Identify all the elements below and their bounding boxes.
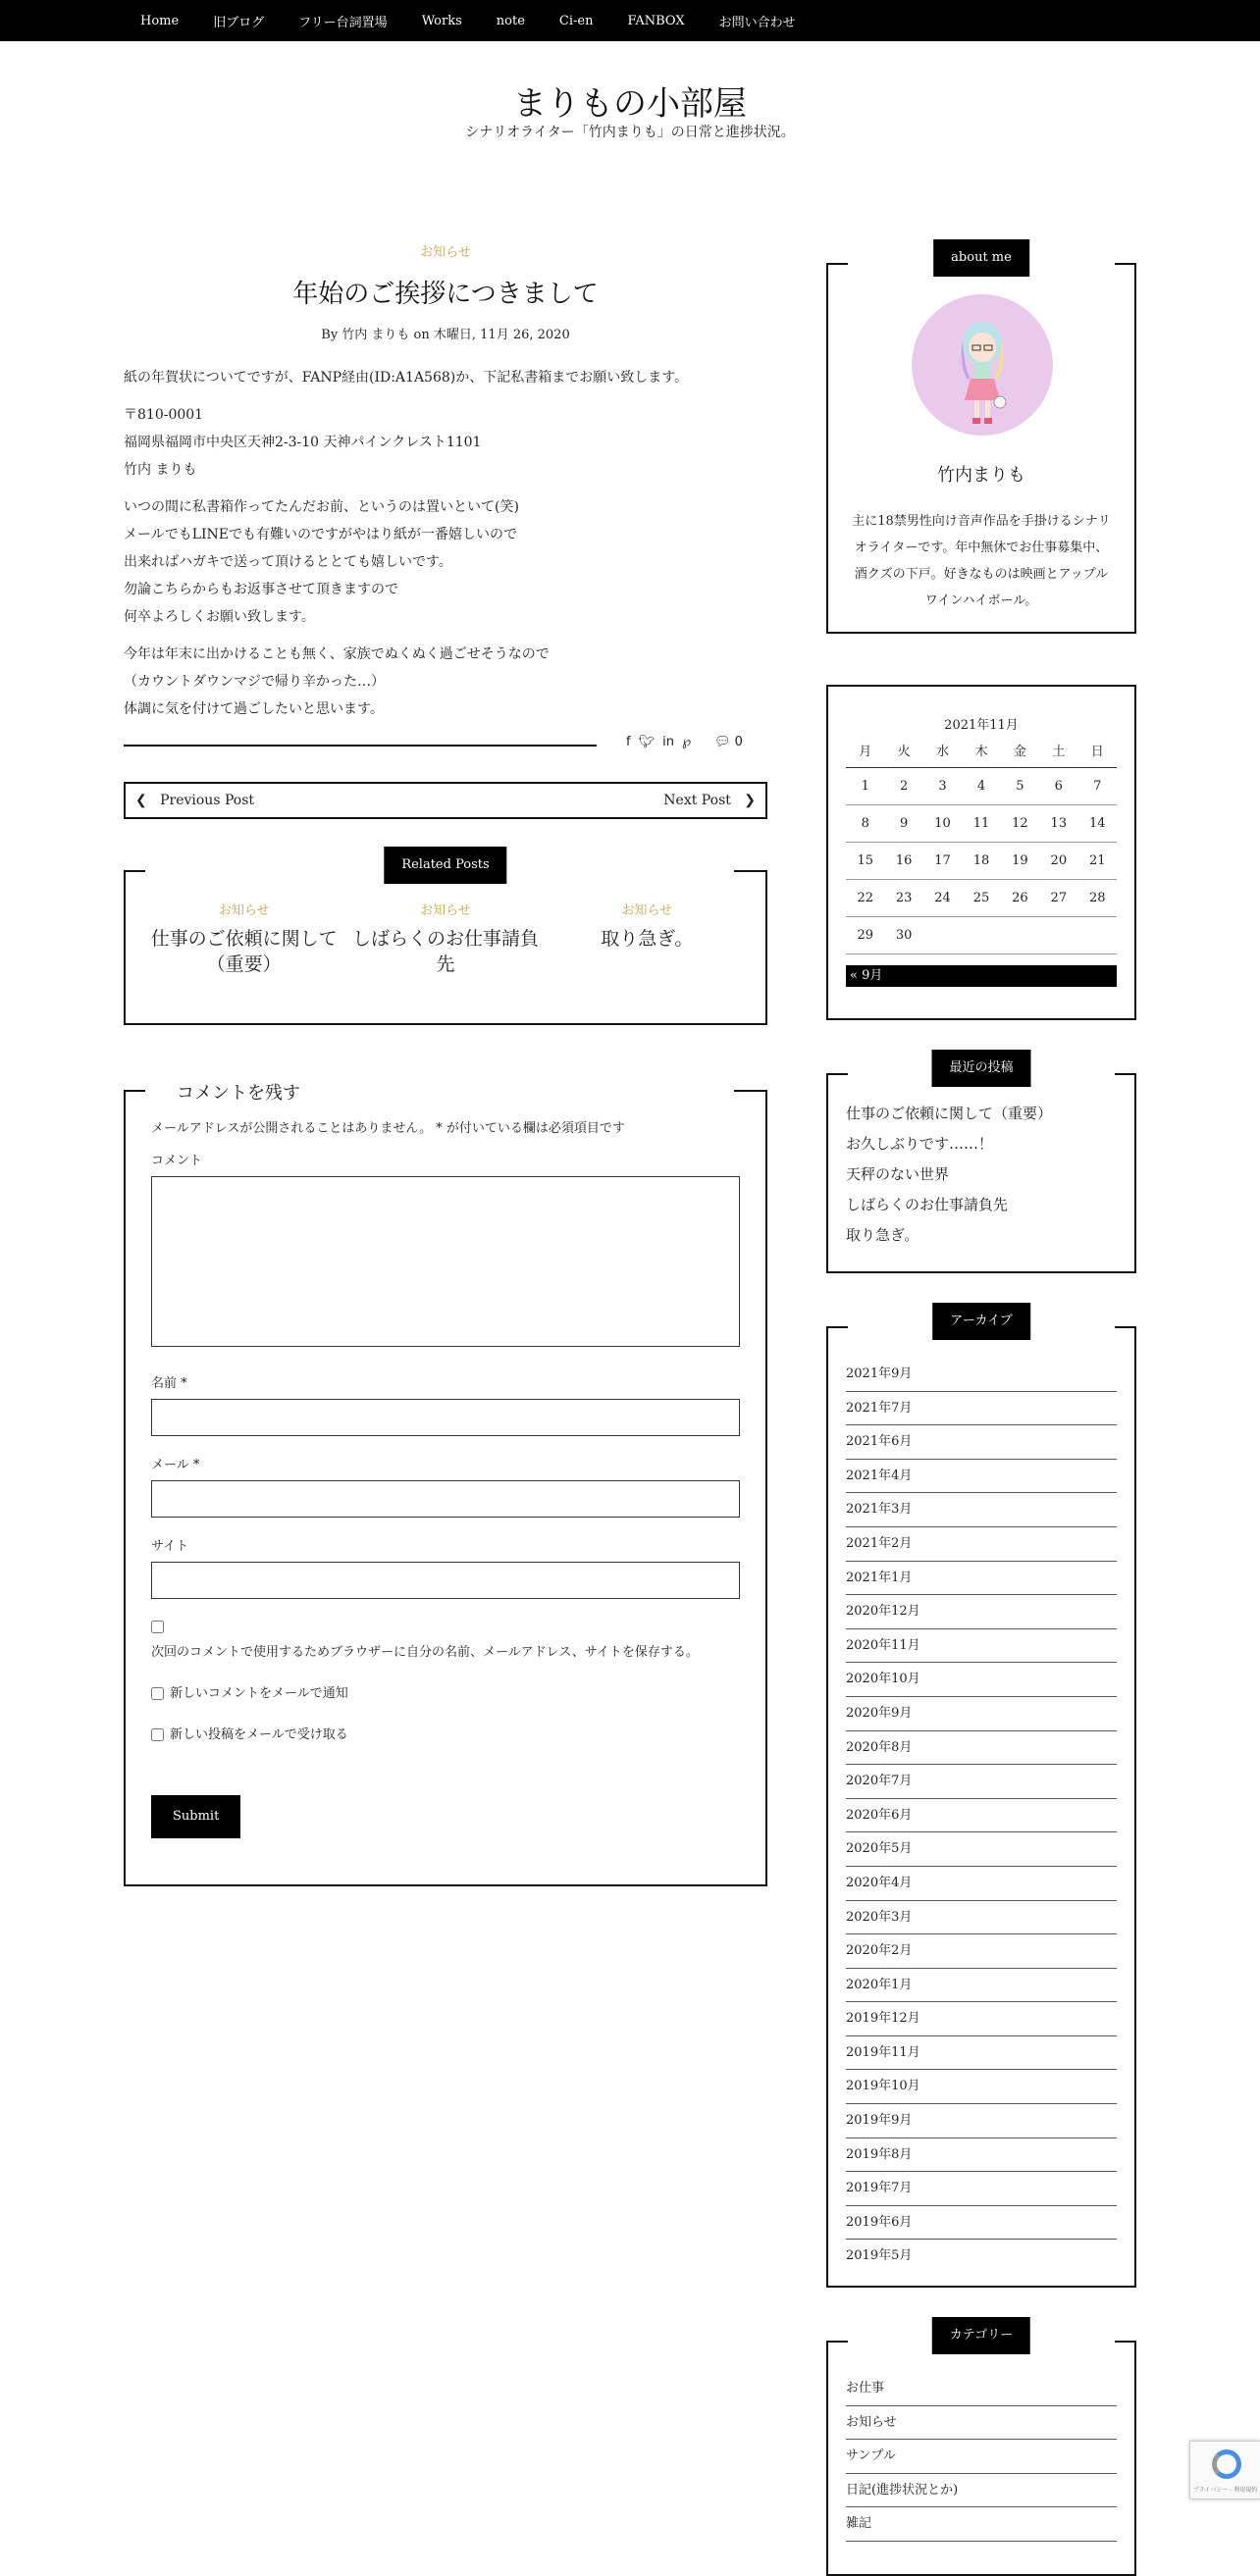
calendar-weekday: 月 — [846, 734, 884, 767]
site-title[interactable]: まりもの小部屋 — [513, 84, 747, 124]
notify-comment-checkbox[interactable] — [151, 1687, 164, 1700]
site-field[interactable] — [151, 1562, 740, 1599]
calendar-day: 18 — [962, 842, 1000, 879]
comment-count-value: 0 — [734, 735, 743, 749]
site-label: サイト — [151, 1539, 189, 1554]
recent-post-link[interactable]: 仕事のご依頼に関して（重要） — [846, 1105, 1053, 1122]
archive-link[interactable]: 2020年11月 — [846, 1629, 1117, 1664]
nav-item[interactable]: Works — [421, 13, 462, 28]
post-paragraph — [124, 641, 767, 723]
archive-link[interactable]: 2019年6月 — [846, 2206, 1117, 2241]
save-info-checkbox[interactable] — [151, 1621, 164, 1633]
save-info-label: 次回のコメントで使用するためブラウザーに自分の名前、メールアドレス、サイトを保存する。 — [151, 1645, 699, 1660]
avatar-illustration — [912, 294, 1053, 436]
post-navigation — [124, 782, 767, 819]
post-line: 勿論こちらからもお返事させて頂きますので — [124, 582, 398, 597]
post-line: 紙の年賀状についてですが、FANP経由(ID:A1A568)か、下記私書箱までお願い致します。 — [124, 370, 689, 386]
facebook-icon[interactable]: f — [626, 735, 631, 749]
email-label: メール * — [151, 1458, 200, 1472]
post-paragraph — [124, 493, 767, 631]
name-label: 名前 * — [151, 1376, 187, 1391]
recent-post-link[interactable]: 取り急ぎ。 — [846, 1226, 919, 1244]
email-field[interactable] — [151, 1480, 740, 1518]
next-post-label: Next Post — [663, 793, 731, 808]
category-link[interactable]: サンプル — [846, 2440, 1117, 2474]
nav-list — [0, 0, 1260, 41]
post-title: 年始のご挨拶につきまして — [292, 280, 599, 309]
archive-link[interactable]: 2021年1月 — [846, 1562, 1117, 1596]
calendar-week — [846, 804, 1117, 842]
calendar-weekday: 日 — [1078, 734, 1117, 767]
post-meta: By 竹内 まりも on 木曜日, 11月 26, 2020 — [321, 328, 570, 342]
nav-item[interactable]: note — [496, 13, 525, 28]
archive-link[interactable]: 2020年8月 — [846, 1731, 1117, 1766]
calendar-weekday: 水 — [923, 734, 962, 767]
calendar-day: 28 — [1078, 879, 1117, 916]
share-row — [124, 733, 767, 756]
related-post-category[interactable]: お知らせ — [621, 903, 673, 918]
comment-form-note: メールアドレスが公開されることはありません。 * が付いている欄は必須項目です — [151, 1121, 625, 1136]
notify-post-label: 新しい投稿をメールで受け取る — [170, 1727, 348, 1742]
related-post-title[interactable]: しばらくのお仕事請負先 — [351, 928, 539, 975]
calendar-day: 23 — [884, 879, 922, 916]
notify-comment-row — [151, 1681, 740, 1707]
archive-link[interactable]: 2019年9月 — [846, 2104, 1117, 2138]
comment-label: コメント — [151, 1154, 203, 1168]
archive-link[interactable]: 2020年3月 — [846, 1901, 1117, 1935]
archive-list — [846, 1358, 1117, 2274]
calendar-week — [846, 879, 1117, 916]
post-body — [124, 364, 767, 723]
calendar-day: 25 — [962, 879, 1000, 916]
category-link[interactable]: お仕事 — [846, 2372, 1117, 2406]
calendar-days — [846, 767, 1117, 953]
category-link[interactable]: 雑記 — [846, 2507, 1117, 2542]
archive-link[interactable]: 2019年11月 — [846, 2036, 1117, 2071]
archive-link[interactable]: 2021年6月 — [846, 1425, 1117, 1460]
recent-post-link[interactable]: お久しぶりです……！ — [846, 1135, 994, 1153]
archive-link[interactable]: 2020年7月 — [846, 1765, 1117, 1799]
calendar-day: 16 — [884, 842, 922, 879]
archive-link[interactable]: 2021年2月 — [846, 1527, 1117, 1562]
archive-link[interactable]: 2021年3月 — [846, 1493, 1117, 1527]
calendar-week — [846, 916, 1117, 953]
calendar-day: 17 — [923, 842, 962, 879]
comment-form-title: コメントを残す — [151, 1079, 326, 1105]
archive-link[interactable]: 2020年6月 — [846, 1799, 1117, 1833]
archive-link[interactable]: 2021年4月 — [846, 1460, 1117, 1494]
top-navigation — [0, 0, 1260, 41]
calendar-table — [846, 734, 1117, 954]
related-post — [547, 900, 748, 977]
archive-link[interactable]: 2020年5月 — [846, 1832, 1117, 1867]
calendar-day: 1 — [846, 767, 884, 804]
save-info-row — [151, 1615, 740, 1666]
calendar-day: 2 — [884, 767, 922, 804]
archive-link[interactable]: 2019年8月 — [846, 2138, 1117, 2173]
archive-link[interactable]: 2020年1月 — [846, 1969, 1117, 2003]
divider — [124, 745, 597, 747]
calendar-day: 4 — [962, 767, 1000, 804]
post-line: （カウントダウンマジで帰り辛かった…） — [124, 674, 385, 690]
share-icons — [626, 735, 691, 749]
calendar-title: 2021年11月 — [944, 718, 1019, 733]
calendar-week — [846, 767, 1117, 804]
post-line: 竹内 まりも — [124, 462, 197, 478]
archive-widget — [826, 1314, 1136, 2288]
post-line: 出来ればハガキで送って頂けるととても嬉しいです。 — [124, 554, 452, 570]
related-post-title[interactable]: 仕事のご依頼に関して（重要） — [150, 928, 338, 975]
calendar-day: 7 — [1078, 767, 1117, 804]
calendar-day: 14 — [1078, 804, 1117, 842]
calendar-day: 10 — [923, 804, 962, 842]
calendar-day: 15 — [846, 842, 884, 879]
comment-icon: 💬︎ — [714, 735, 731, 749]
nav-item[interactable]: フリー台詞置場 — [298, 15, 388, 30]
notify-post-checkbox[interactable] — [151, 1728, 164, 1741]
calendar-day: 3 — [923, 767, 962, 804]
calendar-day — [1001, 916, 1039, 953]
calendar-day: 26 — [1001, 879, 1039, 916]
calendar-day — [962, 916, 1000, 953]
archive-link[interactable]: 2021年7月 — [846, 1392, 1117, 1426]
related-posts-heading: Related Posts — [384, 847, 506, 884]
calendar-day — [1039, 916, 1077, 953]
archive-link[interactable]: 2019年10月 — [846, 2070, 1117, 2104]
post-line: 今年は年末に出かけることも無く、家族でぬくぬく過ごせそうなので — [124, 646, 550, 662]
calendar-day: 19 — [1001, 842, 1039, 879]
notify-post-row — [151, 1723, 740, 1748]
calendar-weekday: 火 — [884, 734, 922, 767]
calendar-day: 9 — [884, 804, 922, 842]
archive-heading: アーカイブ — [932, 1303, 1030, 1340]
nav-item[interactable]: Home — [140, 13, 180, 28]
related-post — [344, 900, 546, 977]
recaptcha-icon — [1212, 2449, 1241, 2479]
nav-item[interactable]: FANBOX — [627, 13, 685, 28]
calendar-day — [1078, 916, 1117, 953]
archive-link[interactable]: 2021年9月 — [846, 1358, 1117, 1392]
calendar-day: 11 — [962, 804, 1000, 842]
calendar-day: 13 — [1039, 804, 1077, 842]
calendar-weekday: 土 — [1039, 734, 1077, 767]
category-link[interactable]: 日記(進捗状況とか) — [846, 2474, 1117, 2508]
linkedin-icon[interactable]: in — [662, 735, 674, 749]
about-widget — [826, 250, 1136, 634]
recent-post-link[interactable]: しばらくのお仕事請負先 — [846, 1196, 1009, 1213]
chevron-right-icon: ❯ — [744, 793, 756, 808]
post-line: メールでもLINEでも有難いのですがやはり紙が一番嬉しいので — [124, 527, 518, 542]
related-post-category[interactable]: お知らせ — [420, 903, 471, 918]
comment-form — [124, 1083, 767, 1886]
notify-comment-label: 新しいコメントをメールで通知 — [170, 1686, 348, 1701]
archive-link[interactable]: 2019年7月 — [846, 2172, 1117, 2206]
name-field[interactable] — [151, 1399, 740, 1436]
archive-link[interactable]: 2020年2月 — [846, 1934, 1117, 1969]
archive-link[interactable]: 2020年10月 — [846, 1663, 1117, 1697]
pinterest-icon[interactable]: ℘ — [681, 735, 692, 749]
related-post-category[interactable]: お知らせ — [218, 903, 270, 918]
calendar-day: 21 — [1078, 842, 1117, 879]
post-line: いつの間に私書箱作ってたんだお前、というのは置いといて(笑) — [124, 499, 519, 515]
recent-posts-heading: 最近の投稿 — [931, 1050, 1030, 1087]
category-widget — [826, 2328, 1136, 2576]
calendar-week — [846, 842, 1117, 879]
calendar-weekday: 木 — [962, 734, 1000, 767]
about-text: 主に18禁男性向け音声作品を手掛けるシナリオライターです。年中無休でお仕事募集中、酒クズの下戸。好きなものは映画とアップルワインハイボール。 — [852, 514, 1111, 608]
next-post-link[interactable] — [663, 793, 756, 808]
recent-posts-widget — [826, 1060, 1136, 1273]
calendar-day: 22 — [846, 879, 884, 916]
site-description: シナリオライター「竹内まりも」の日常と進捗状況。 — [465, 125, 795, 140]
nav-item[interactable]: Ci-en — [558, 13, 594, 28]
recent-posts-list — [846, 1099, 1117, 1251]
calendar-day: 24 — [923, 879, 962, 916]
avatar — [912, 294, 1053, 436]
post-line: 何卒よろしくお願い致します。 — [124, 609, 315, 625]
comment-count[interactable] — [714, 735, 743, 749]
recaptcha-badge[interactable] — [1189, 2441, 1260, 2499]
related-post-title[interactable]: 取り急ぎ。 — [601, 928, 694, 950]
calendar-day: 12 — [1001, 804, 1039, 842]
post-paragraph — [124, 364, 767, 391]
category-link[interactable]: お知らせ — [846, 2406, 1117, 2441]
archive-link[interactable]: 2020年9月 — [846, 1697, 1117, 1731]
post-line: 〒810-0001 — [124, 407, 204, 423]
nav-item[interactable]: 旧ブログ — [213, 15, 265, 30]
archive-link[interactable]: 2019年5月 — [846, 2248, 913, 2264]
comment-textarea[interactable] — [151, 1176, 740, 1347]
calendar-day: 6 — [1039, 767, 1077, 804]
category-heading: カテゴリー — [932, 2317, 1030, 2354]
calendar-day: 30 — [884, 916, 922, 953]
calendar-widget — [826, 685, 1136, 1020]
calendar-day: 20 — [1039, 842, 1077, 879]
calendar-day: 8 — [846, 804, 884, 842]
recent-post-link[interactable]: 天秤のない世界 — [846, 1165, 950, 1183]
category-list — [846, 2372, 1117, 2542]
related-posts — [124, 857, 767, 1025]
calendar-day: 5 — [1001, 767, 1039, 804]
archive-link[interactable]: 2020年12月 — [846, 1595, 1117, 1629]
submit-button[interactable]: Submit — [151, 1795, 240, 1838]
post-line: 体調に気を付けて過ごしたいと思います。 — [124, 701, 384, 717]
about-name: 竹内まりも — [937, 465, 1025, 486]
previous-post-link[interactable] — [135, 793, 254, 808]
calendar-day: 29 — [846, 916, 884, 953]
main-content — [124, 241, 767, 1886]
calendar-weekday: 金 — [1001, 734, 1039, 767]
recaptcha-text: プライバシー - 利用規約 — [1192, 2487, 1258, 2494]
related-post — [143, 900, 344, 977]
about-heading: about me — [933, 239, 1029, 277]
nav-item[interactable]: お問い合わせ — [718, 15, 796, 30]
post-paragraph — [124, 401, 767, 484]
previous-post-label: Previous Post — [160, 793, 255, 808]
calendar-day: 27 — [1039, 879, 1077, 916]
calendar-prev-month-link[interactable]: « 9月 — [846, 965, 1117, 987]
related-posts-grid — [143, 900, 748, 977]
post-category[interactable]: お知らせ — [420, 245, 471, 260]
calendar-day — [923, 916, 962, 953]
twitter-icon[interactable]: 🐦︎ — [638, 735, 656, 749]
post-line: 福岡県福岡市中央区天神2-3-10 天神パインクレスト1101 — [124, 435, 482, 450]
archive-link[interactable]: 2020年4月 — [846, 1867, 1117, 1901]
calendar-weekdays — [846, 734, 1117, 767]
chevron-left-icon: ❮ — [135, 793, 147, 808]
archive-link[interactable]: 2019年12月 — [846, 2002, 1117, 2036]
